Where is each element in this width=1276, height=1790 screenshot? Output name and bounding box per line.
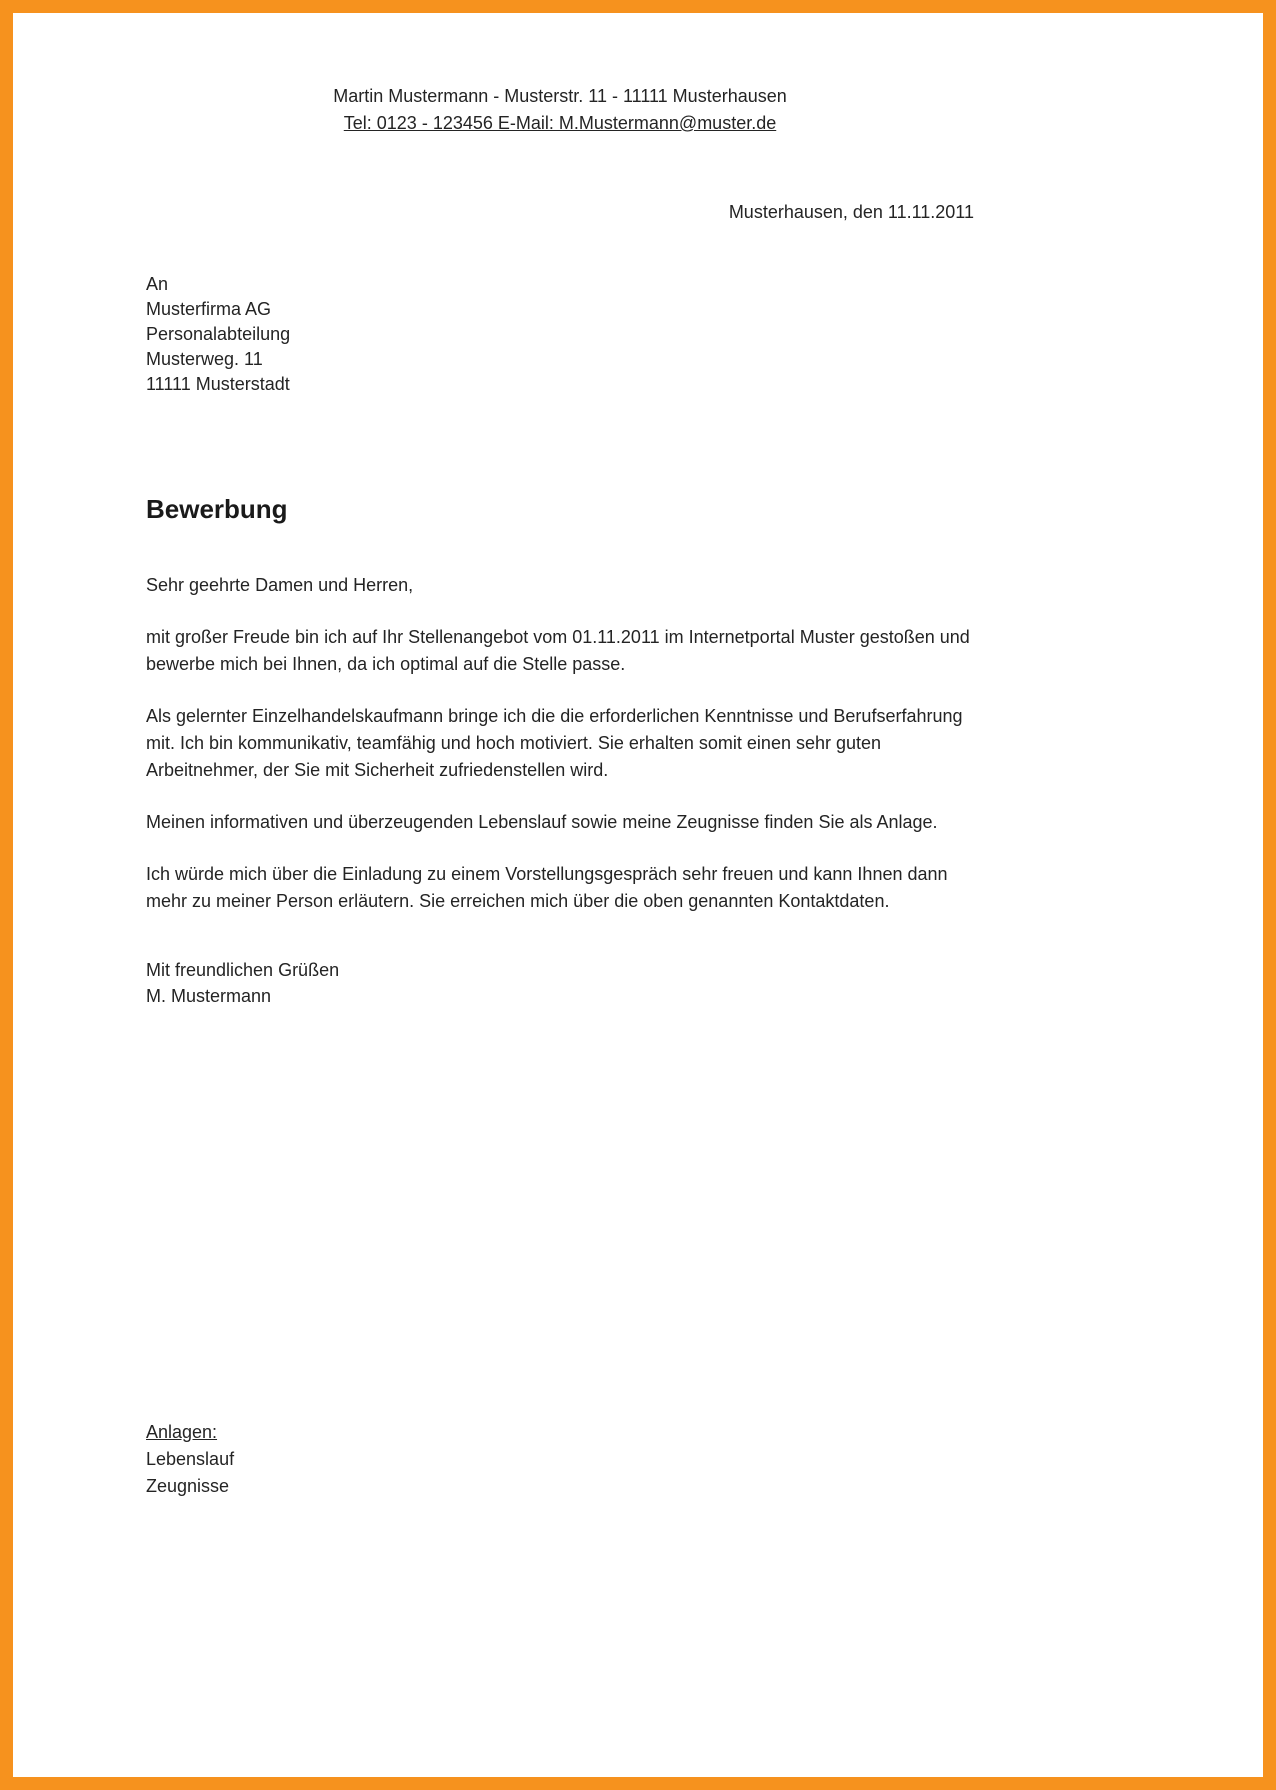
recipient-address-block [146, 272, 974, 397]
closing-name: M. Mustermann [146, 986, 272, 1006]
letter-content [146, 13, 974, 1500]
salutation: Sehr geehrte Damen und Herren, [146, 575, 414, 595]
closing-block [146, 957, 974, 1009]
body-paragraph: mit großer Freude bin ich auf Ihr Stellenangebot vom 01.11.2011 im Internetportal Muster gestoßen und bewerbe mich bei Ihnen, da ich optimal auf die Stelle passe. [146, 627, 970, 674]
body-paragraph: Meinen informativen und überzeugenden Lebenslauf sowie meine Zeugnisse finden Sie als Anlage. [146, 812, 938, 832]
sender-address-line: Martin Mustermann - Musterstr. 11 - 11111 Musterhausen [333, 86, 787, 106]
attachment-item: Lebenslauf [146, 1449, 235, 1469]
attachment-item: Zeugnisse [146, 1476, 230, 1496]
body-paragraph: Als gelernter Einzelhandelskaufmann bringe ich die die erforderlichen Kenntnisse und Berufserfahrung mit. Ich bin kommunikativ, teamfähig und hoch motiviert. Sie erhalten somit einen sehr guten Arbeitnehmer, der Sie mit Sicherheit zufriedenstellen wird. [146, 706, 963, 780]
date-line: Musterhausen, den 11.11.2011 [728, 202, 974, 222]
subject-heading: Bewerbung [146, 494, 288, 524]
recipient-line: 11111 Musterstadt [146, 374, 290, 394]
body-paragraph: Ich würde mich über die Einladung zu einem Vorstellungsgespräch sehr freuen und kann Ihnen dann mehr zu meiner Person erläutern. Sie erreichen mich über die oben genannten Kontaktdaten. [146, 864, 948, 911]
attachments-block [146, 1419, 974, 1500]
recipient-line: Musterweg. 11 [146, 349, 263, 369]
recipient-line: Personalabteilung [146, 324, 291, 344]
sender-header [146, 83, 974, 137]
attachments-label: Anlagen: [146, 1422, 218, 1442]
closing-regards: Mit freundlichen Grüßen [146, 960, 340, 980]
sender-contact-line: Tel: 0123 - 123456 E-Mail: M.Mustermann@muster.de [343, 113, 777, 133]
recipient-line: Musterfirma AG [146, 299, 272, 319]
recipient-line: An [146, 274, 169, 294]
